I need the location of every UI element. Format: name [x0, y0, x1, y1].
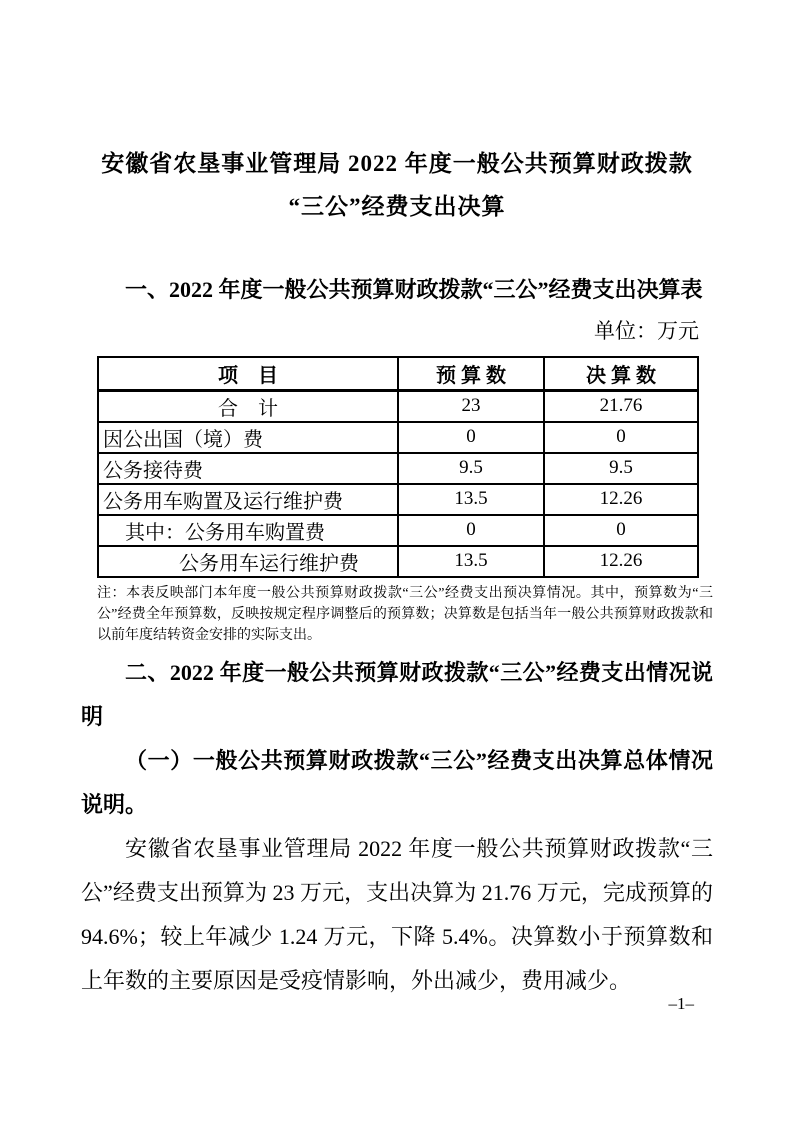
final-value: 12.26 — [544, 546, 698, 577]
section1-heading: 一、2022 年度一般公共预算财政拨款“三公”经费支出决算表 — [125, 277, 703, 302]
table-row — [98, 453, 698, 484]
table-row — [98, 390, 698, 422]
row-label-vehicle-operation: 公务用车运行维护费 — [98, 546, 398, 577]
row-label-vehicle-purchase: 其中：公务用车购置费 — [98, 515, 398, 546]
section2-paragraph: 安徽省农垦事业管理局 2022 年度一般公共预算财政拨款“三公”经费支出预算为 23 万元，支出决算为 21.76 万元，完成预算的 94.6%；较上年减少 1.24 万元，下降 5.4%。决算数小于预算数和上年数的主要原因是受疫情影响，外出减少，费用减少。 — [81, 835, 713, 993]
budget-value: 0 — [398, 422, 544, 453]
budget-table — [97, 356, 699, 578]
budget-value: 0 — [398, 515, 544, 546]
row-label-reception-fee: 公务接待费 — [98, 453, 398, 484]
final-value: 0 — [544, 422, 698, 453]
final-value: 9.5 — [544, 453, 698, 484]
section2-heading: 二、2022 年度一般公共预算财政拨款“三公”经费支出情况说明 — [81, 659, 713, 729]
budget-value: 23 — [398, 390, 544, 422]
unit-label: 单位：万元 — [594, 319, 699, 343]
row-label-abroad-fee: 因公出国（境）费 — [98, 422, 398, 453]
final-value: 21.76 — [544, 390, 698, 422]
row-label-total: 合 计 — [98, 390, 398, 422]
budget-value: 13.5 — [398, 546, 544, 577]
column-header-item: 项 目 — [98, 357, 398, 390]
table-note: 注：本表反映部门本年度一般公共预算财政拨款“三公”经费支出预决算情况。其中，预算数为“三公”经费全年预算数，反映按规定程序调整后的预算数；决算数是包括当年一般公共预算财政拨款和以前年度结转资金安排的实际支出。 — [97, 585, 713, 643]
section2-subheading: （一）一般公共预算财政拨款“三公”经费支出决算总体情况说明。 — [81, 747, 713, 817]
budget-value: 13.5 — [398, 484, 544, 515]
final-value: 12.26 — [544, 484, 698, 515]
column-header-final: 决 算 数 — [544, 357, 698, 390]
budget-value: 9.5 — [398, 453, 544, 484]
final-value: 0 — [544, 515, 698, 546]
column-header-budget: 预 算 数 — [398, 357, 544, 390]
document-title-line1: 安徽省农垦事业管理局 2022 年度一般公共预算财政拨款 — [101, 151, 693, 176]
table-row — [98, 484, 698, 515]
page-number: –1– — [668, 994, 694, 1013]
document-title — [81, 142, 713, 228]
table-row — [98, 422, 698, 453]
table-row — [98, 546, 698, 577]
table-header-row — [98, 357, 698, 390]
row-label-vehicle-total: 公务用车购置及运行维护费 — [98, 484, 398, 515]
table-row — [98, 515, 698, 546]
document-title-line2: “三公”经费支出决算 — [288, 194, 506, 219]
